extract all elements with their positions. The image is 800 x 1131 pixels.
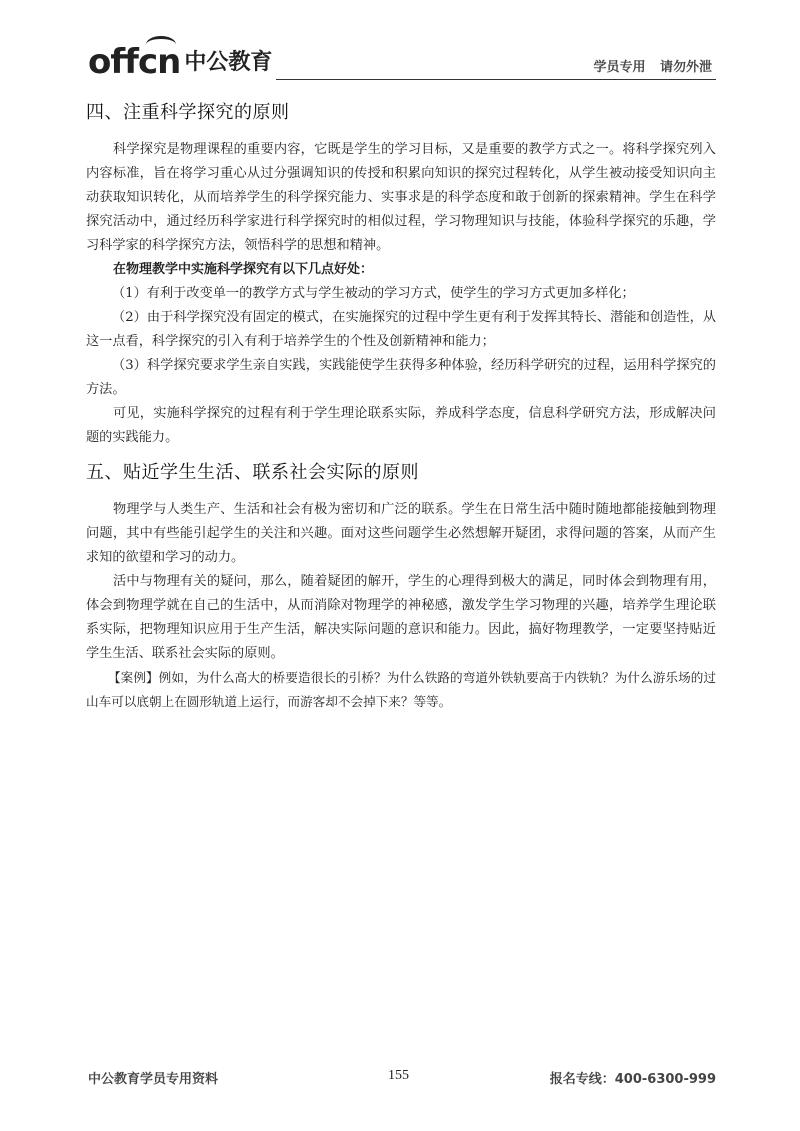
footer-hotline: 报名专线：400-6300-999 xyxy=(549,1072,716,1087)
section5-para1: 物理学与人类生产、生活和社会有极为密切和广泛的联系。学生在日常生活中随时随地都能接触到物理问题，其中有些能引起学生的关注和兴趣。面对这些问题学生必然想解开疑团，求得问题的答案，从而产生求知的欲望和学习的动力。 xyxy=(86,502,716,565)
section5-case: 【案例】例如，为什么高大的桥要造很长的引桥？为什么铁路的弯道外铁轨要高于内铁轨？为什么游乐场的过山车可以底朝上在圆形轨道上运行，而游客却不会掉下来？等等。 xyxy=(86,670,716,709)
header-divider xyxy=(276,79,716,80)
section4-conclusion: 可见，实施科学探究的过程有利于学生理论联系实际，养成科学态度，信息科学研究方法，形成解决问题的实践能力。 xyxy=(86,406,716,445)
benefit-item-3: （3）科学探究要求学生亲自实践，实践能使学生获得多种体验，经历科学研究的过程，运用科学探究的方法。 xyxy=(86,358,716,397)
page-header xyxy=(88,36,716,82)
section5-title: 五、贴近学生生活、联系社会实际的原则 xyxy=(86,462,419,483)
logo-text-en: offcn xyxy=(88,42,181,82)
section4-intro: 科学探究是物理课程的重要内容，它既是学生的学习目标，又是重要的教学方式之一。将科学探究列入内容标准，旨在将学习重心从过分强调知识的传授和积累向知识的探究过程转化，从学生被动接受知识向主动获取知识转化，从而培养学生的科学探究能力、实事求是的科学态度和敢于创新的探索精神。学生在科学探究活动中，通过经历科学家进行科学探究时的相似过程，学习物理知识与技能，体验科学探究的乐趣，学习科学家的科学探究方法，领悟科学的思想和精神。 xyxy=(86,142,716,253)
benefit-item-2: （2）由于科学探究没有固定的模式，在实施探究的过程中学生更有利于发挥其特长、潜能和创造性，从这一点看，科学探究的引入有利于培养学生的个性及创新精神和能力； xyxy=(86,310,716,349)
page-content xyxy=(86,98,716,714)
page-footer xyxy=(88,1066,716,1090)
section4-benefits-heading: 在物理教学中实施科学探究有以下几点好处： xyxy=(113,262,374,277)
section5-para2: 活中与物理有关的疑问，那么，随着疑团的解开，学生的心理得到极大的满足，同时体会到物理有用，体会到物理学就在自己的生活中，从而消除对物理学的神秘感，激发学生学习物理的兴趣，培养学生理论联系实际，把物理知识应用于生产生活，解决实际问题的意识和能力。因此，搞好物理教学，一定要坚持贴近学生生活、联系社会实际的原则。 xyxy=(86,574,716,661)
section4-title: 四、注重科学探究的原则 xyxy=(86,102,290,123)
page-number: 155 xyxy=(388,1068,409,1083)
header-tag: 学员专用 请勿外泄 xyxy=(593,60,712,75)
benefit-item-1: （1）有利于改变单一的教学方式与学生被动的学习方式，使学生的学习方式更加多样化； xyxy=(112,286,635,301)
footer-left-text: 中公教育学员专用资料 xyxy=(88,1072,219,1087)
logo-text-cn: 中公教育 xyxy=(184,50,273,75)
offcn-logo xyxy=(88,40,272,80)
logo-arc-icon xyxy=(146,36,176,53)
